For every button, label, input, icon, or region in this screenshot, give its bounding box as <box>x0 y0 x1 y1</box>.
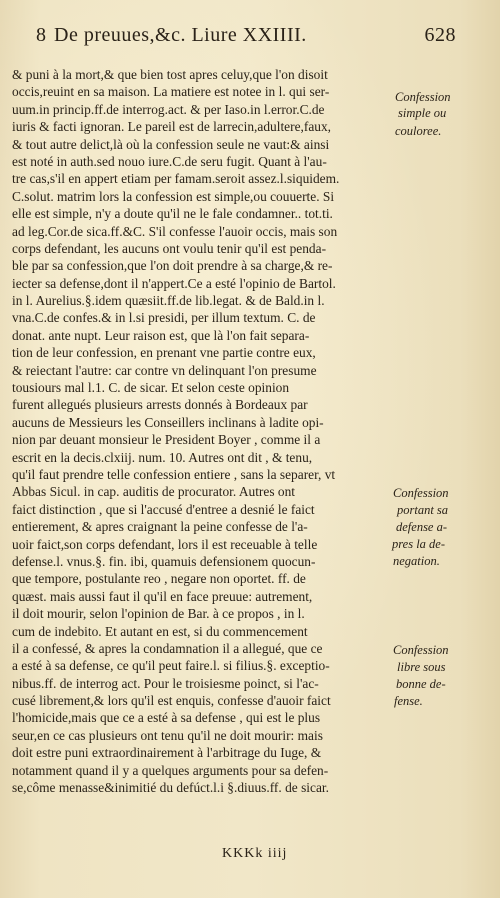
text-line: se,côme menasse&inimitié du defúct.l.i §.diuus.ff. de sicar. <box>12 780 329 796</box>
margin-note: fense. <box>394 694 423 708</box>
text-line: vna.C.de confes.& in l.si presidi, per illum textum. C. de <box>12 310 316 326</box>
text-line: & reiectant l'autre: car contre vn delinquant l'on presume <box>12 362 317 378</box>
text-line: & tout autre delict,là où la confession seule ne vaut:& ainsi <box>12 136 330 152</box>
text-line: est noté in auth.sed nouo iure.C.de seru fugit. Quant à l'au- <box>12 153 327 169</box>
text-line: l'homicide,mais que ce a esté à sa defense , qui est le plus <box>12 710 321 726</box>
text-line: seur,en ce cas plusieurs ont tenu qu'il ne doit mourir: mais <box>12 727 323 743</box>
leaf-number: 628 <box>424 24 456 46</box>
text-line: elle est simple, n'y a doute qu'il ne le fale condamner.. tot.ti. <box>12 206 333 222</box>
text-line: corps defendant, les aucuns ont voulu tenir qu'il est penda- <box>12 240 327 256</box>
text-line: uoir faict,son corps defendant, lors il est receuable à telle <box>12 536 318 552</box>
margin-note: libre sous <box>397 660 446 674</box>
main-text-block <box>12 66 392 796</box>
margin-note: defense a- <box>396 520 448 534</box>
margin-note: couloree. <box>395 124 442 138</box>
margin-note: Confession <box>393 643 449 657</box>
text-line: il doit mourir, selon l'opinion de Bar. à ce propos , in l. <box>12 606 305 622</box>
margin-note: negation. <box>393 554 440 568</box>
text-line: entierement, & apres craignant la peine confesse de l'a- <box>12 519 308 535</box>
text-line: doit estre puni extraordinairement à l'arbitrage du Iuge, & <box>12 745 322 761</box>
text-line: & puni à la mort,& que bien tost apres celuy,que l'on disoit <box>12 67 328 82</box>
text-line: cum de indebito. Et autant en est, si du commencement <box>12 623 308 639</box>
text-line: tousiours mal l.1. C. de sicar. Et selon ceste opinion <box>12 380 290 396</box>
margin-note: portant sa <box>397 503 449 517</box>
text-line: notamment quand il y a quelques arguments pour sa defen- <box>12 762 329 778</box>
running-title: De preuues,&c. Liure XXIIII. <box>54 24 307 46</box>
page-header <box>36 24 456 50</box>
text-line: C.solut. matrim lors la confession est simple,ou couuerte. Si <box>12 188 335 204</box>
text-line: iuris & facti ignoran. Le pareil est de larrecin,adultere,faux, <box>12 119 332 135</box>
text-line: que tempore, postulante reo , negare non oportet. ff. de <box>12 571 306 587</box>
text-line: nibus.ff. de interrog act. Pour le troisiesme poinct, si l'ac- <box>12 675 319 691</box>
text-line: ble par sa confession,que l'on doit prendre à sa charge,& re- <box>12 258 333 274</box>
margin-note: Confession <box>393 486 449 500</box>
text-line: escrit en la decis.clxiij. num. 10. Autres ont dit , & tenu, <box>12 449 313 465</box>
text-line: uum.in princip.ff.de interrog.act. & per Iaso.in l.error.C.de <box>12 101 325 117</box>
text-line: donat. ante nupt. Leur raison est, que là l'on fait separa- <box>12 327 310 343</box>
text-line: tion de leur confession, en prenant vne partie contre eux, <box>12 345 316 361</box>
text-line: qu'il faut prendre telle confession entiere , sans la separer, vt <box>12 466 336 482</box>
text-line: faict distinction , que si l'accusé d'entree a desnié le faict <box>12 501 315 517</box>
text-line: aucuns de Messieurs les Conseillers inclinans à ladite opi- <box>12 414 324 430</box>
text-line: nion par deuant monsieur le President Boyer , comme il a <box>12 432 321 448</box>
margin-note: simple ou <box>398 106 447 120</box>
text-line: iecter sa defense,dont il n'appert.Ce a esté l'opinio de Bartol. <box>12 275 336 291</box>
text-line: in l. Aurelius.§.idem quæsiit.ff.de lib.legat. & de Bald.in l. <box>12 293 325 309</box>
margin-note: pres la de- <box>392 537 445 551</box>
text-line: occis,reuint en sa maison. La matiere est notee in l. qui ser- <box>12 84 330 100</box>
text-line: Abbas Sicul. in cap. auditis de procurator. Autres ont <box>12 484 296 500</box>
page-number: 8 <box>36 24 47 46</box>
margin-note: bonne de- <box>396 677 446 691</box>
text-line: quæst. mais aussi faut il qu'il en face preuue: autrement, <box>12 588 313 604</box>
text-line: il a confessé, & apres la condamnation il a allegué, que ce <box>12 640 323 656</box>
text-line: tre cas,s'il en appert etiam per famam.seroit assez.l.siquidem. <box>12 171 340 187</box>
text-line: cusé librement,& lors qu'il est enquis, confesse d'auoir faict <box>12 693 331 709</box>
text-line: ad leg.Cor.de sica.ff.&C. S'il confesse l'auoir occis, mais son <box>12 223 338 239</box>
text-line: furent allegués plusieurs arrests donnés à Bordeaux par <box>12 397 308 413</box>
margin-note: Confession <box>395 90 451 104</box>
text-line: defense.l. vnus.§. fin. ibi, quamuis defensionem quocun- <box>12 553 316 569</box>
signature-mark: KKKk iiij <box>222 846 288 861</box>
text-line: a esté à sa defense, ce qu'il peut faire.l. si filius.§. exceptio- <box>12 658 330 674</box>
